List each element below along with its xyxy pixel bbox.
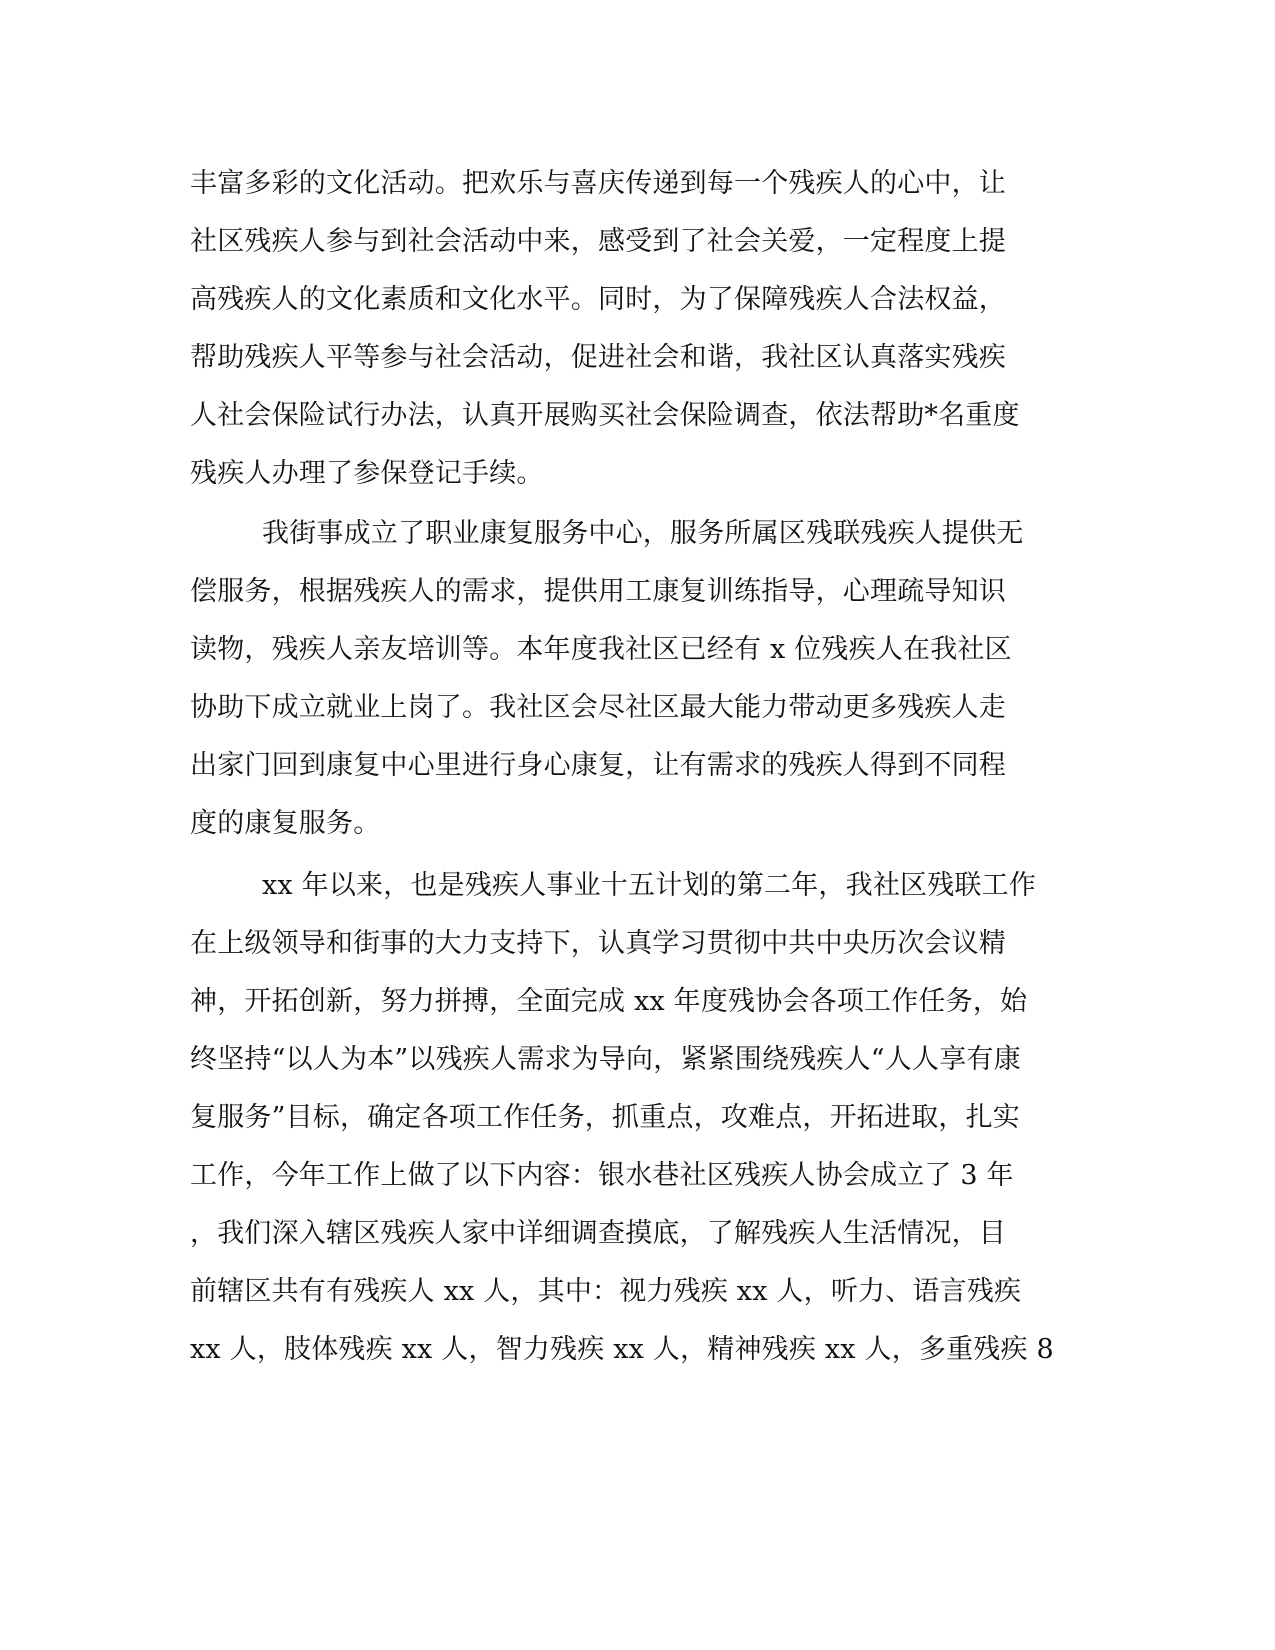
paragraph-3-line-9: xx 人，肢体残疾 xx 人，智力残疾 xx 人，精神残疾 xx 人，多重残疾 8 xyxy=(190,1334,1054,1365)
paragraph-2-line-3: 读物，残疾人亲友培训等。本年度我社区已经有 x 位残疾人在我社区 xyxy=(190,634,1012,665)
paragraph-1-line-6: 残疾人办理了参保登记手续。 xyxy=(190,458,544,489)
paragraph-3-line-7: ，我们深入辖区残疾人家中详细调查摸底，了解残疾人生活情况，目 xyxy=(190,1218,1006,1249)
paragraph-2-line-2: 偿服务，根据残疾人的需求，提供用工康复训练指导，心理疏导知识 xyxy=(190,576,1006,607)
paragraph-3-line-5: 复服务”目标，确定各项工作任务，抓重点，攻难点，开拓进取，扎实 xyxy=(190,1102,1021,1133)
paragraph-1-line-5: 人社会保险试行办法，认真开展购买社会保险调查，依法帮助*名重度 xyxy=(190,400,1020,431)
paragraph-2-line-5: 出家门回到康复中心里进行身心康复，让有需求的残疾人得到不同程 xyxy=(190,750,1006,781)
paragraph-1-line-3: 高残疾人的文化素质和文化水平。同时，为了保障残疾人合法权益， xyxy=(190,284,1006,315)
paragraph-2-line-1: 我街事成立了职业康复服务中心，服务所属区残联残疾人提供无 xyxy=(262,518,1024,549)
paragraph-3-line-2: 在上级领导和街事的大力支持下，认真学习贯彻中共中央历次会议精 xyxy=(190,928,1006,959)
paragraph-1-line-4: 帮助残疾人平等参与社会活动，促进社会和谐，我社区认真落实残疾 xyxy=(190,342,1006,373)
paragraph-1-line-1: 丰富多彩的文化活动。把欢乐与喜庆传递到每一个残疾人的心中，让 xyxy=(190,168,1006,199)
paragraph-3-line-4: 终坚持“以人为本”以残疾人需求为导向，紧紧围绕残疾人“人人享有康 xyxy=(190,1044,1021,1075)
paragraph-3-line-8: 前辖区共有有残疾人 xx 人，其中：视力残疾 xx 人，听力、语言残疾 xyxy=(190,1276,1022,1307)
paragraph-1-line-2: 社区残疾人参与到社会活动中来，感受到了社会关爱，一定程度上提 xyxy=(190,226,1006,257)
paragraph-3-line-1: xx 年以来，也是残疾人事业十五计划的第二年，我社区残联工作 xyxy=(262,870,1037,901)
paragraph-3-line-3: 神，开拓创新，努力拼搏，全面完成 xx 年度残协会各项工作任务，始 xyxy=(190,986,1028,1017)
paragraph-2-line-4: 协助下成立就业上岗了。我社区会尽社区最大能力带动更多残疾人走 xyxy=(190,692,1006,723)
paragraph-2-line-6: 度的康复服务。 xyxy=(190,808,381,839)
paragraph-3-line-6: 工作，今年工作上做了以下内容：银水巷社区残疾人协会成立了 3 年 xyxy=(190,1160,1014,1191)
